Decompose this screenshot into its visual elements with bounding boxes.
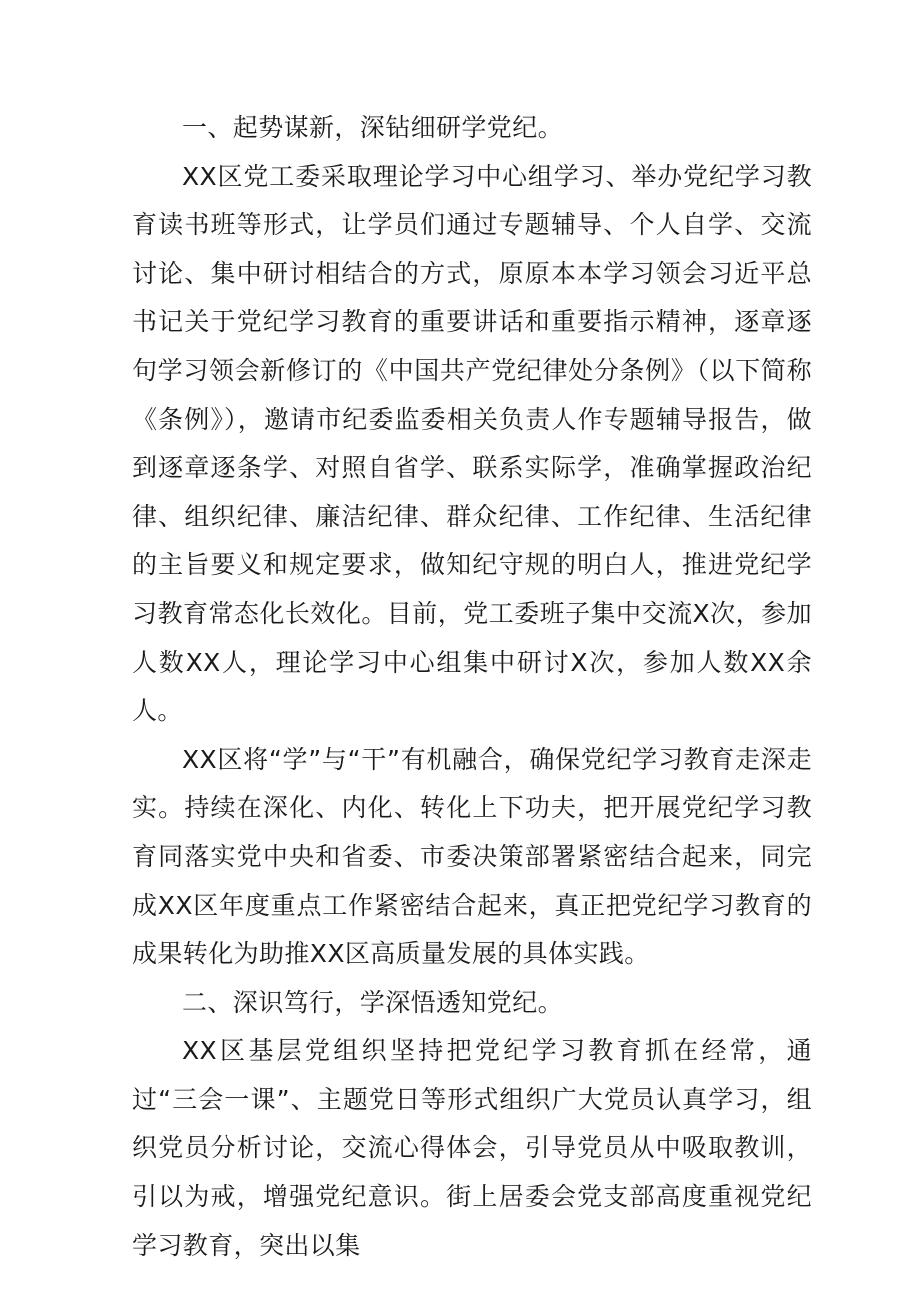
section-heading-2: 二、深识笃行，学深悟透知党纪。: [182, 987, 564, 1017]
paragraph-1: XX区党工委采取理论学习中心组学习、举办党纪学习教育读书班等形式，让学员们通过专题辅导、个人自学、交流讨论、集中研讨相结合的方式，原原本本学习领会习近平总书记关于党纪学习教育的重要讲话和重要指示精神，逐章逐句学习领会新修订的《中国共产党纪律处分条例》（以下简称《条例》），邀请市纪委监委相关负责人作专题辅导报告，做到逐章逐条学、对照自省学、联系实际学，准确掌握政治纪律、组织纪律、廉洁纪律、群众纪律、工作纪律、生活纪律的主旨要义和规定要求，做知纪守规的明白人，推进党纪学习教育常态化长效化。目前，党工委班子集中交流X次，参加人数XX人，理论学习中心组集中研讨X次，参加人数XX余人。: [132, 161, 812, 726]
paragraph-3: XX区基层党组织坚持把党纪学习教育抓在经常，通过“三会一课”、主题党日等形式组织广大党员认真学习，组织党员分析讨论，交流心得体会，引导党员从中吸取教训，引以为戒，增强党纪意识。街上居委会党支部高度重视党纪学习教育，突出以集: [132, 1036, 812, 1260]
section-heading-1: 一、起势谋新，深钻细研学党纪。: [182, 113, 564, 142]
document-body: [132, 104, 812, 1270]
paragraph-2: XX区将“学”与“干”有机融合，确保党纪学习教育走深走实。持续在深化、内化、转化上下功夫，把开展党纪学习教育同落实党中央和省委、市委决策部署紧密结合起来，同完成XX区年度重点工作紧密结合起来，真正把党纪学习教育的成果转化为助推XX区高质量发展的具体实践。: [132, 744, 812, 969]
